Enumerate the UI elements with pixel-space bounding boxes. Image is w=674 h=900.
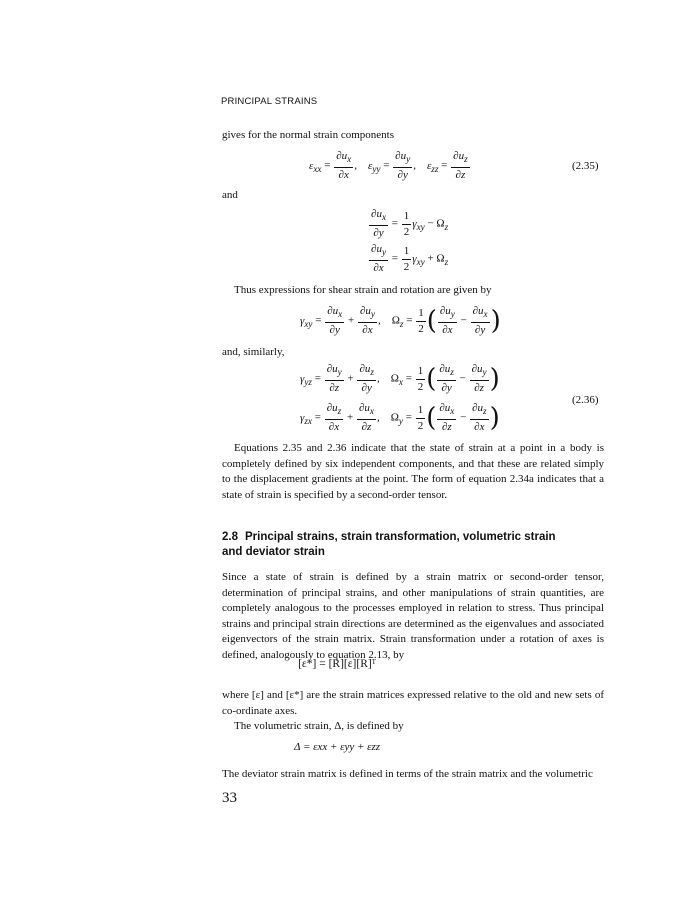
paragraph-and: and bbox=[222, 189, 238, 201]
paragraph-equations-discussion: Equations 2.35 and 2.36 indicate that the state of strain at a point in a body is completely defined by six independent components, and that these are related simply to the displacement gradients at the point. The form of equation 2.34a indicates that a state of strain is specified by a second-order tensor. bbox=[222, 442, 604, 501]
paragraph-principal-strains: Since a state of strain is defined by a strain matrix or second-order tensor, determination of principal strains, and other manipulations of strain quantities, are completely analogous to the processes employed in relation to stress. Thus principal strains and principal strain directions are determined as the eigenvalues and associated eigenvectors of the strain matrix. Strain transformation under a rotation of axes is defined, analogously to equation 2.13, by bbox=[222, 571, 604, 661]
paragraph-shear-expressions: Thus expressions for shear strain and rotation are given by bbox=[234, 284, 492, 296]
equation-shear-relation-1: $\frac{\partial u_x}{\partial y}$ = $\frac{1}{2}$ $\gamma_{xy} - \Omega_z$ bbox=[371, 208, 449, 240]
equation-number-2-35: (2.35) bbox=[572, 160, 599, 172]
equation-gamma-xy: $\gamma_{xy}$ = $\frac{\partial u_x}{\partial y}$ + $\frac{\partial u_y}{\partial x}$ , $\Omega_z$ = $\frac{1}{2}$ ( $\frac{\partial u_y}{\partial x}$ − $\frac{\partial u_x}{\partial y}$ ) bbox=[300, 305, 501, 337]
equation-transformation: [ε*] = [R][ε][R]ᵀ bbox=[298, 658, 376, 670]
paragraph-intro: gives for the normal strain components bbox=[222, 129, 394, 141]
paragraph-similarly: and, similarly, bbox=[222, 346, 285, 358]
equation-number-2-36: (2.36) bbox=[572, 394, 599, 406]
paragraph-volumetric-def: The volumetric strain, Δ, is defined by bbox=[234, 720, 404, 732]
section-heading bbox=[222, 530, 604, 559]
section-title-line2: and deviator strain bbox=[222, 545, 325, 558]
paragraph-matrices: where [ε] and [ε*] are the strain matrices expressed relative to the old and new sets of co-ordinate axes. bbox=[222, 689, 604, 717]
section-number: 2.8 bbox=[222, 531, 238, 543]
paragraph-deviator: The deviator strain matrix is defined in terms of the strain matrix and the volumetric bbox=[222, 768, 593, 780]
equation-shear-relation-2: $\frac{\partial u_y}{\partial x}$ = $\frac{1}{2}$ $\gamma_{xy} + \Omega_z$ bbox=[371, 243, 449, 275]
equation-2-35: $\varepsilon_{xx}$ = $\frac{\partial u_x}{\partial x}$ , $\varepsilon_{yy}$ = $\frac{\partial u_y}{\partial y}$ , $\varepsilon_{zz}$ = $\frac{\partial u_z}{\partial z}$ bbox=[309, 150, 468, 182]
equation-gamma-yz: $\gamma_{yz}$ = $\frac{\partial u_y}{\partial z}$ + $\frac{\partial u_z}{\partial y}$ , $\Omega_x$ = $\frac{1}{2}$ ( $\frac{\partial u_z}{\partial y}$ − $\frac{\partial u_y}{\partial z}$ ) bbox=[300, 363, 500, 395]
equation-volumetric: Δ = εxx + εyy + εzz bbox=[293, 741, 381, 753]
equation-gamma-zx: $\gamma_{zx}$ = $\frac{\partial u_z}{\partial x}$ + $\frac{\partial u_x}{\partial z}$ , $\Omega_y$ = $\frac{1}{2}$ ( $\frac{\partial u_x}{\partial z}$ − $\frac{\partial u_z}{\partial x}$ ) bbox=[300, 402, 500, 434]
running-header: PRINCIPAL STRAINS bbox=[221, 96, 318, 107]
section-title-line1: Principal strains, strain transformation, volumetric strain bbox=[245, 531, 556, 543]
page-number: 33 bbox=[222, 790, 237, 806]
